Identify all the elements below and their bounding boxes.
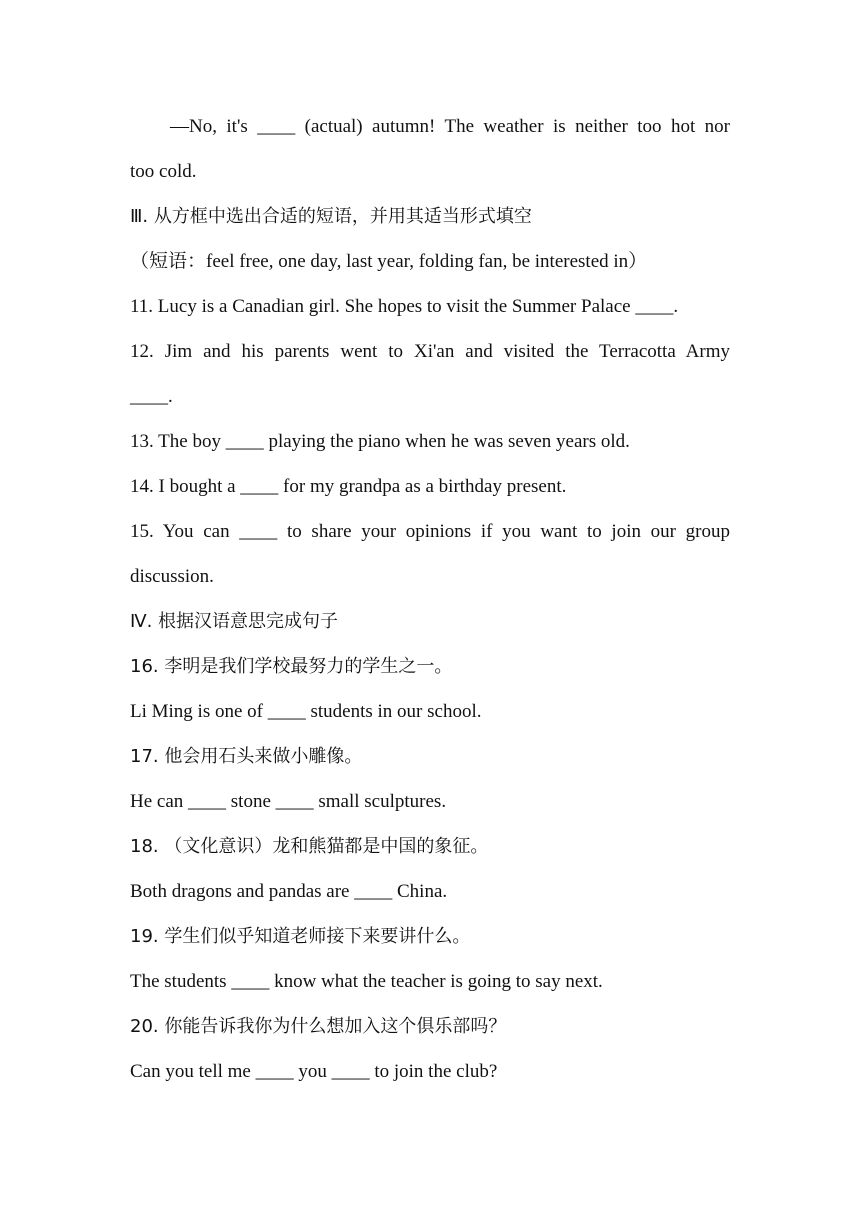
question-20-english: Can you tell me ____ you ____ to join the club? bbox=[130, 1061, 498, 1082]
section-3-heading: Ⅲ. 从方框中选出合适的短语，并用其适当形式填空 bbox=[130, 206, 532, 227]
question-15-continuation: discussion. bbox=[130, 566, 214, 587]
question-11: 11. Lucy is a Canadian girl. She hopes to visit the Summer Palace ____. bbox=[130, 296, 679, 317]
question-13: 13. The boy ____ playing the piano when he was seven years old. bbox=[130, 431, 630, 452]
question-14: 14. I bought a ____ for my grandpa as a birthday present. bbox=[130, 476, 567, 497]
dialogue-answer-line: —No, it's ____ (actual) autumn! The weather is neither too hot nor bbox=[170, 116, 730, 137]
question-16-chinese: 16. 李明是我们学校最努力的学生之一。 bbox=[130, 656, 453, 677]
phrase-bank: （短语：feel free, one day, last year, folding fan, be interested in） bbox=[130, 251, 648, 272]
question-18-english: Both dragons and pandas are ____ China. bbox=[130, 881, 448, 902]
question-12-continuation: ____. bbox=[130, 386, 173, 407]
question-19-english: The students ____ know what the teacher is going to say next. bbox=[130, 971, 603, 992]
question-17-english: He can ____ stone ____ small sculptures. bbox=[130, 791, 447, 812]
question-16-english: Li Ming is one of ____ students in our school. bbox=[130, 701, 482, 722]
dialogue-answer-continuation: too cold. bbox=[130, 161, 197, 182]
question-17-chinese: 17. 他会用石头来做小雕像。 bbox=[130, 746, 363, 767]
question-18-chinese: 18. （文化意识）龙和熊猫都是中国的象征。 bbox=[130, 836, 489, 857]
section-4-heading: Ⅳ. 根据汉语意思完成句子 bbox=[130, 611, 339, 632]
question-12: 12. Jim and his parents went to Xi'an and visited the Terracotta Army bbox=[130, 341, 730, 362]
question-19-chinese: 19. 学生们似乎知道老师接下来要讲什么。 bbox=[130, 926, 471, 947]
question-20-chinese: 20. 你能告诉我你为什么想加入这个俱乐部吗？ bbox=[130, 1016, 507, 1037]
question-15: 15. You can ____ to share your opinions if you want to join our group bbox=[130, 521, 730, 542]
